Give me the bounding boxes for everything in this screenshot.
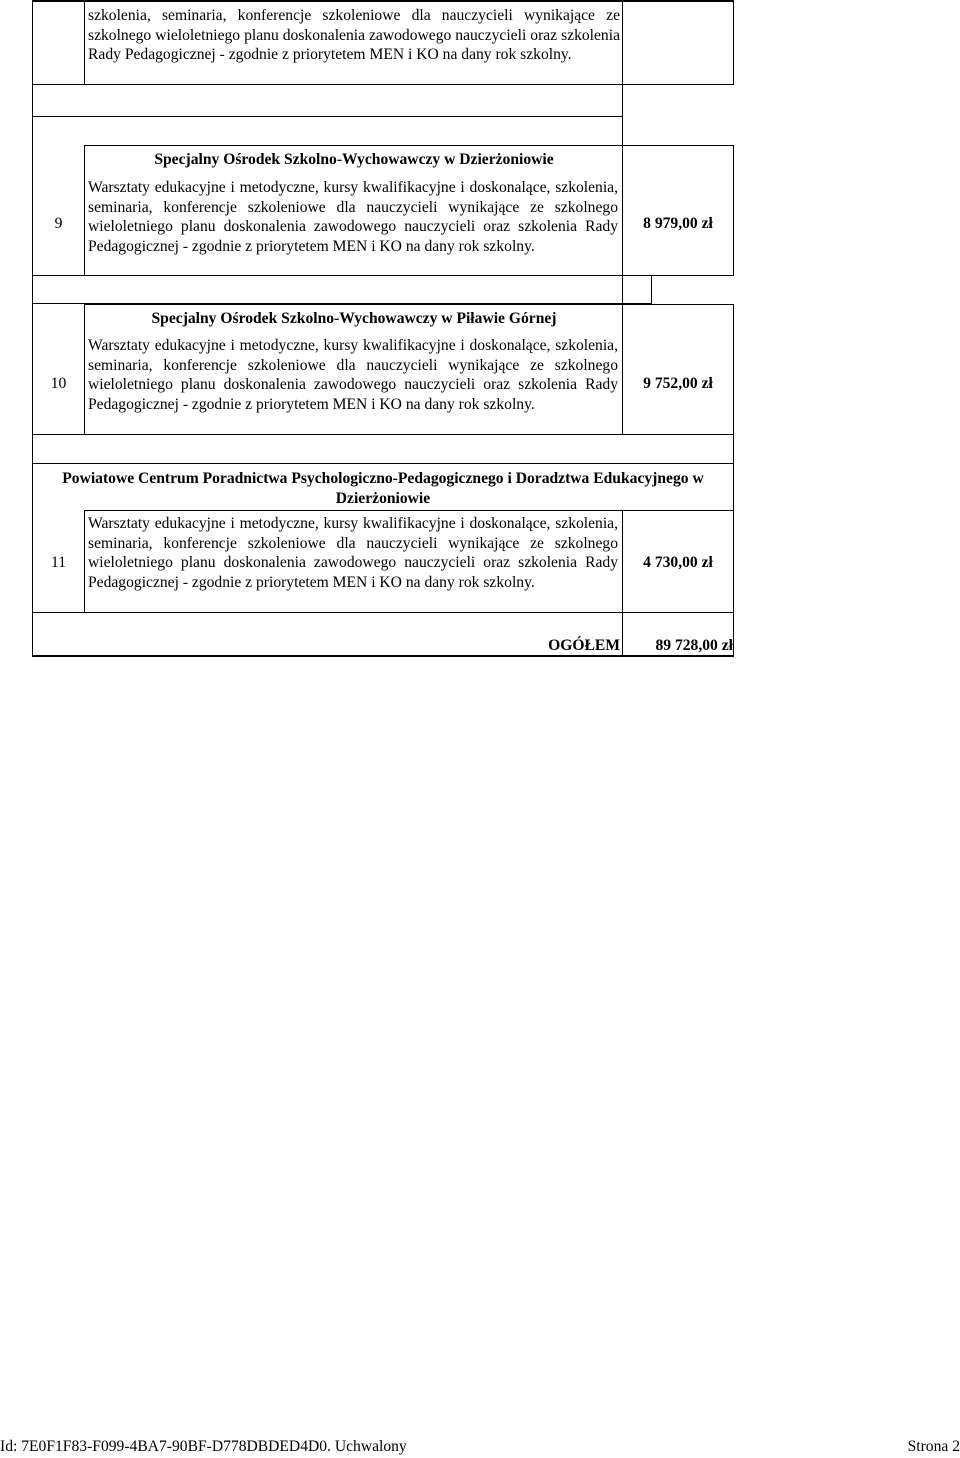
page-number: Strona 2 — [907, 1438, 960, 1455]
document-id: Id: 7E0F1F83-F099-4BA7-90BF-D778DBDED4D0. Uchwalony — [0, 1438, 407, 1455]
row-10-number: 10 — [50, 375, 67, 392]
row-10-description: Warsztaty edukacyjne i metodyczne, kursy kwalifikacyjne i doskonalące, szkolenia, seminaria, konferencje szkoleniowe dla nauczycieli wynikające ze szkolnego wieloletniego planu doskonalenia zawodowego nauczycieli oraz szkolenia Rady Pedagogicznej - zgodnie z priorytetem MEN i KO na dany rok szkolny. — [88, 337, 618, 413]
row-11-number: 11 — [50, 554, 66, 571]
row-9-amount: 8 979,00 zł — [643, 215, 713, 232]
row-10-amount: 9 752,00 zł — [643, 375, 713, 392]
row-11-amount: 4 730,00 zł — [643, 554, 713, 571]
total-amount: 89 728,00 zł — [655, 637, 733, 654]
row-9-institution: Specjalny Ośrodek Szkolno-Wychowawczy w Dzierżoniowie — [154, 151, 554, 168]
total-label: OGÓŁEM — [548, 637, 620, 654]
row-9-description: Warsztaty edukacyjne i metodyczne, kursy kwalifikacyjne i doskonalące, szkolenia, seminaria, konferencje szkoleniowe dla nauczycieli wynikające ze szkolnego wieloletniego planu doskonalenia zawodowego nauczycieli oraz szkolenia Rady Pedagogicznej - zgodnie z priorytetem MEN i KO na dany rok szkolny. — [88, 179, 618, 255]
row-9-number: 9 — [54, 215, 63, 232]
row-11-institution: Powiatowe Centrum Poradnictwa Psychologiczno-Pedagogicznego i Doradztwa Edukacyjnego w Dzierżoniowie — [62, 470, 704, 507]
row-11-description: Warsztaty edukacyjne i metodyczne, kursy kwalifikacyjne i doskonalące, szkolenia, seminaria, konferencje szkoleniowe dla nauczycieli wynikające ze szkolnego wieloletniego planu doskonalenia zawodowego nauczycieli oraz szkolenia Rady Pedagogicznej - zgodnie z priorytetem MEN i KO na dany rok szkolny. — [88, 515, 618, 591]
row-10-institution: Specjalny Ośrodek Szkolno-Wychowawczy w Piławie Górnej — [151, 310, 557, 327]
continued-description: szkolenia, seminaria, konferencje szkoleniowe dla nauczycieli wynikające ze szkolnego wieloletniego planu doskonalenia zawodowego nauczycieli oraz szkolenia Rady Pedagogicznej - zgodnie z priorytetem MEN i KO na dany rok szkolny. — [88, 7, 620, 63]
